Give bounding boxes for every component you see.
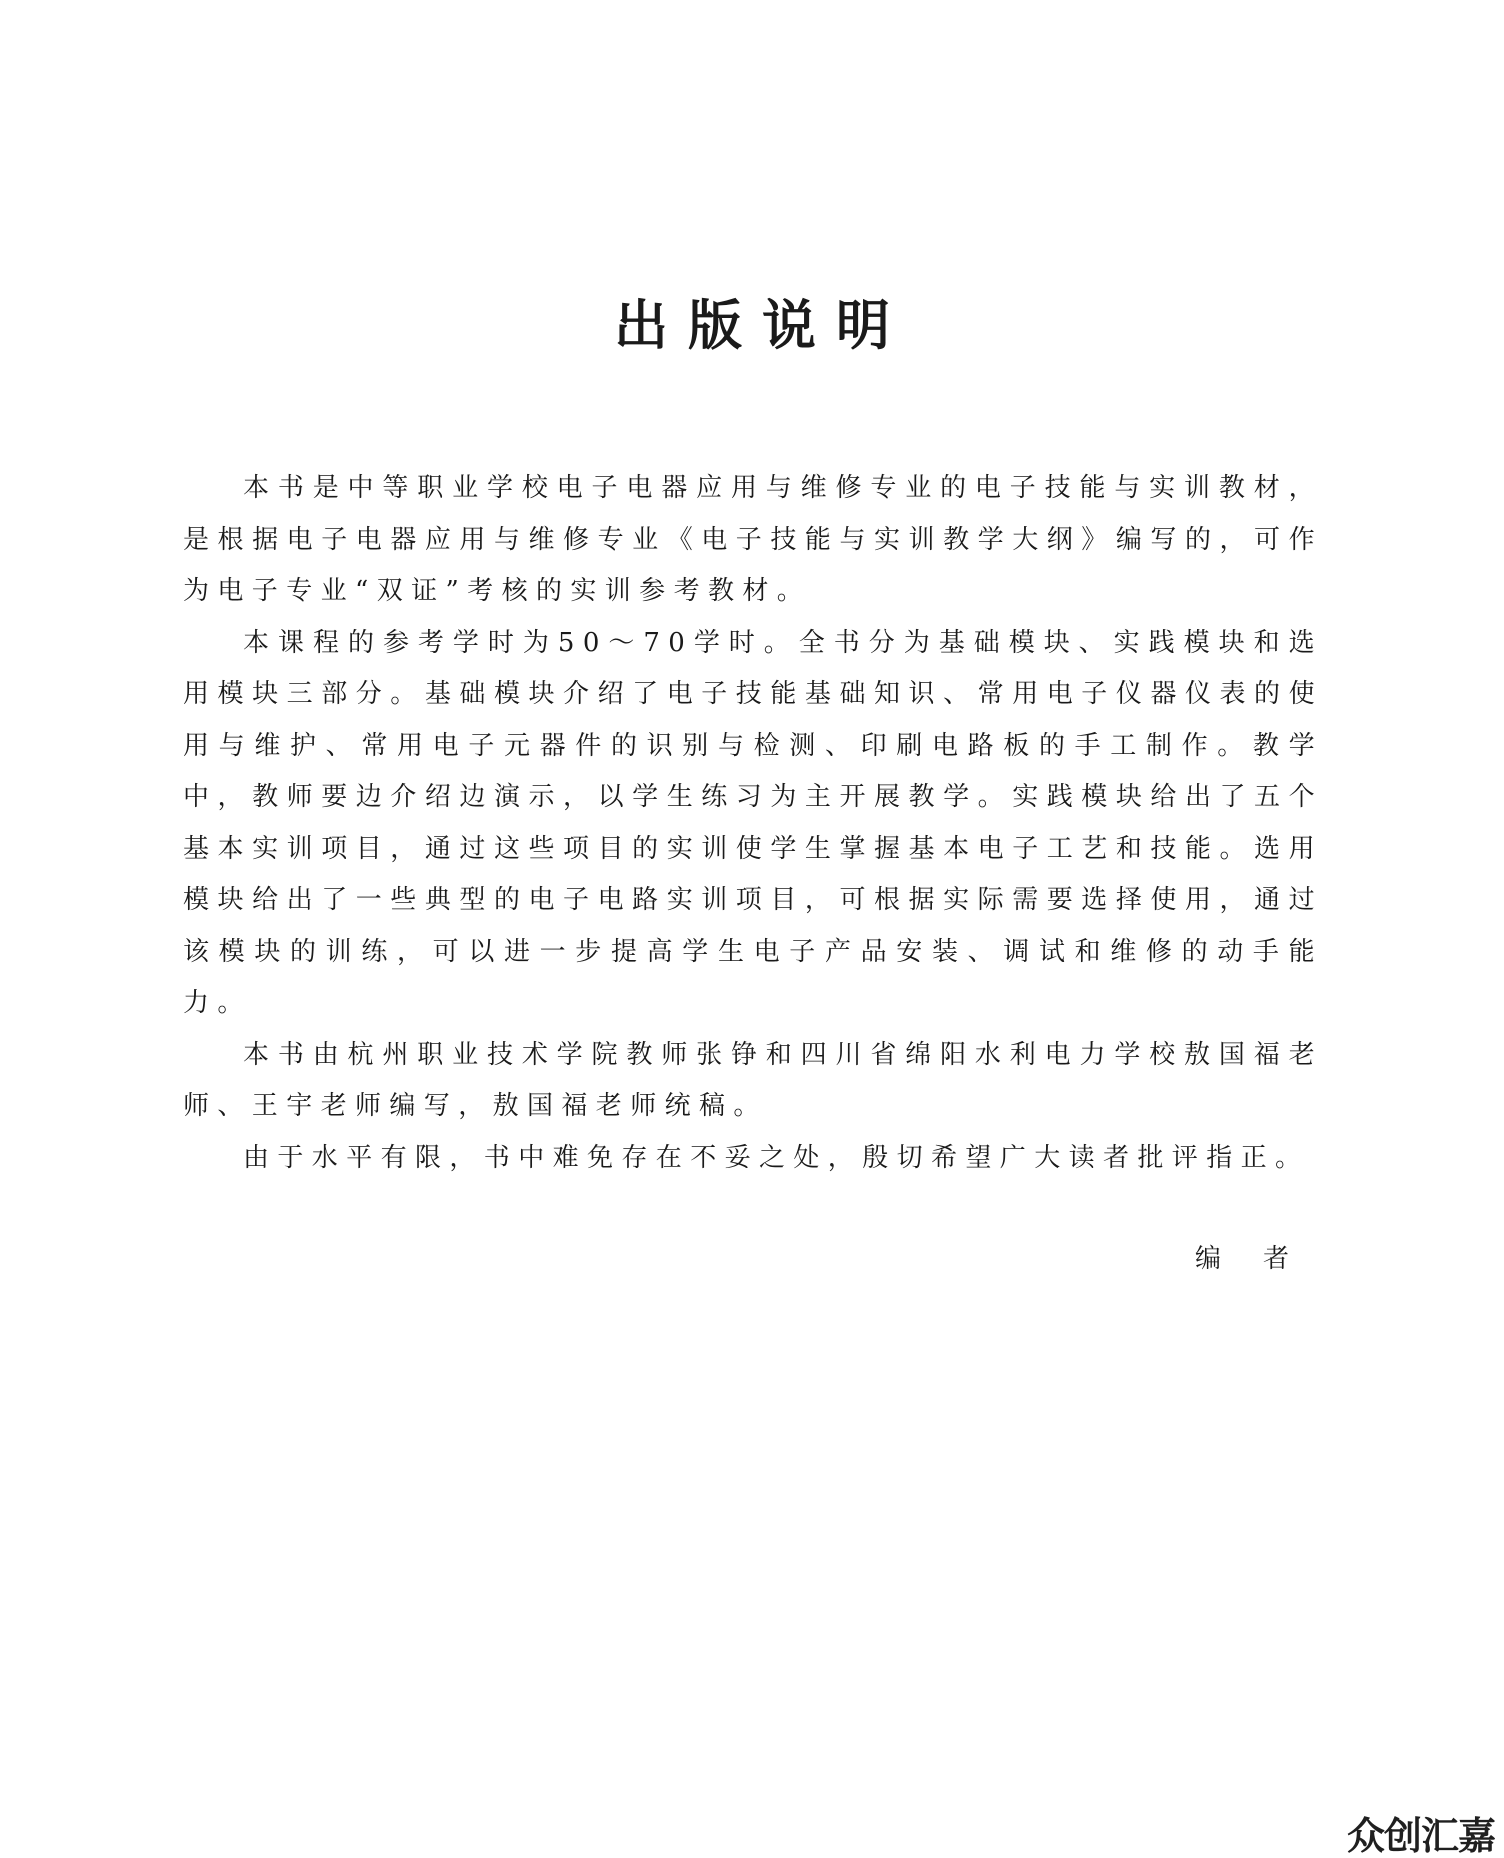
paragraph-4: 由于水平有限，书中难免存在不妥之处，殷切希望广大读者批评指正。 — [243, 1142, 1310, 1173]
author-signature: 编者 — [1195, 1244, 1332, 1274]
document-body — [183, 463, 1323, 1184]
paragraph-3: 本书由杭州职业技术学院教师张铮和四川省绵阳水利电力学校敖国福老师、王宇老师编写，敖国福老师统稿。 — [183, 1039, 1323, 1121]
page-title: 出版说明 — [614, 293, 910, 357]
watermark-logo: 众创汇嘉 — [1347, 1814, 1496, 1858]
paragraph-1: 本书是中等职业学校电子电器应用与维修专业的电子技能与实训教材，是根据电子电器应用与维修专业《电子技能与实训教学大纲》编写的，可作为电子专业“双证”考核的实训参考教材。 — [183, 473, 1323, 606]
paragraph-2: 本课程的参考学时为50～70学时。全书分为基础模块、实践模块和选用模块三部分。基础模块介绍了电子技能基础知识、常用电子仪器仪表的使用与维护、常用电子元器件的识别与检测、印刷电路板的手工制作。教学中，教师要边介绍边演示，以学生练习为主开展教学。实践模块给出了五个基本实训项目，通过这些项目的实训使学生掌握基本电子工艺和技能。选用模块给出了一些典型的电子电路实训项目，可根据实际需要选择使用，通过该模块的训练，可以进一步提高学生电子产品安装、调试和维修的动手能力。 — [183, 627, 1323, 1018]
